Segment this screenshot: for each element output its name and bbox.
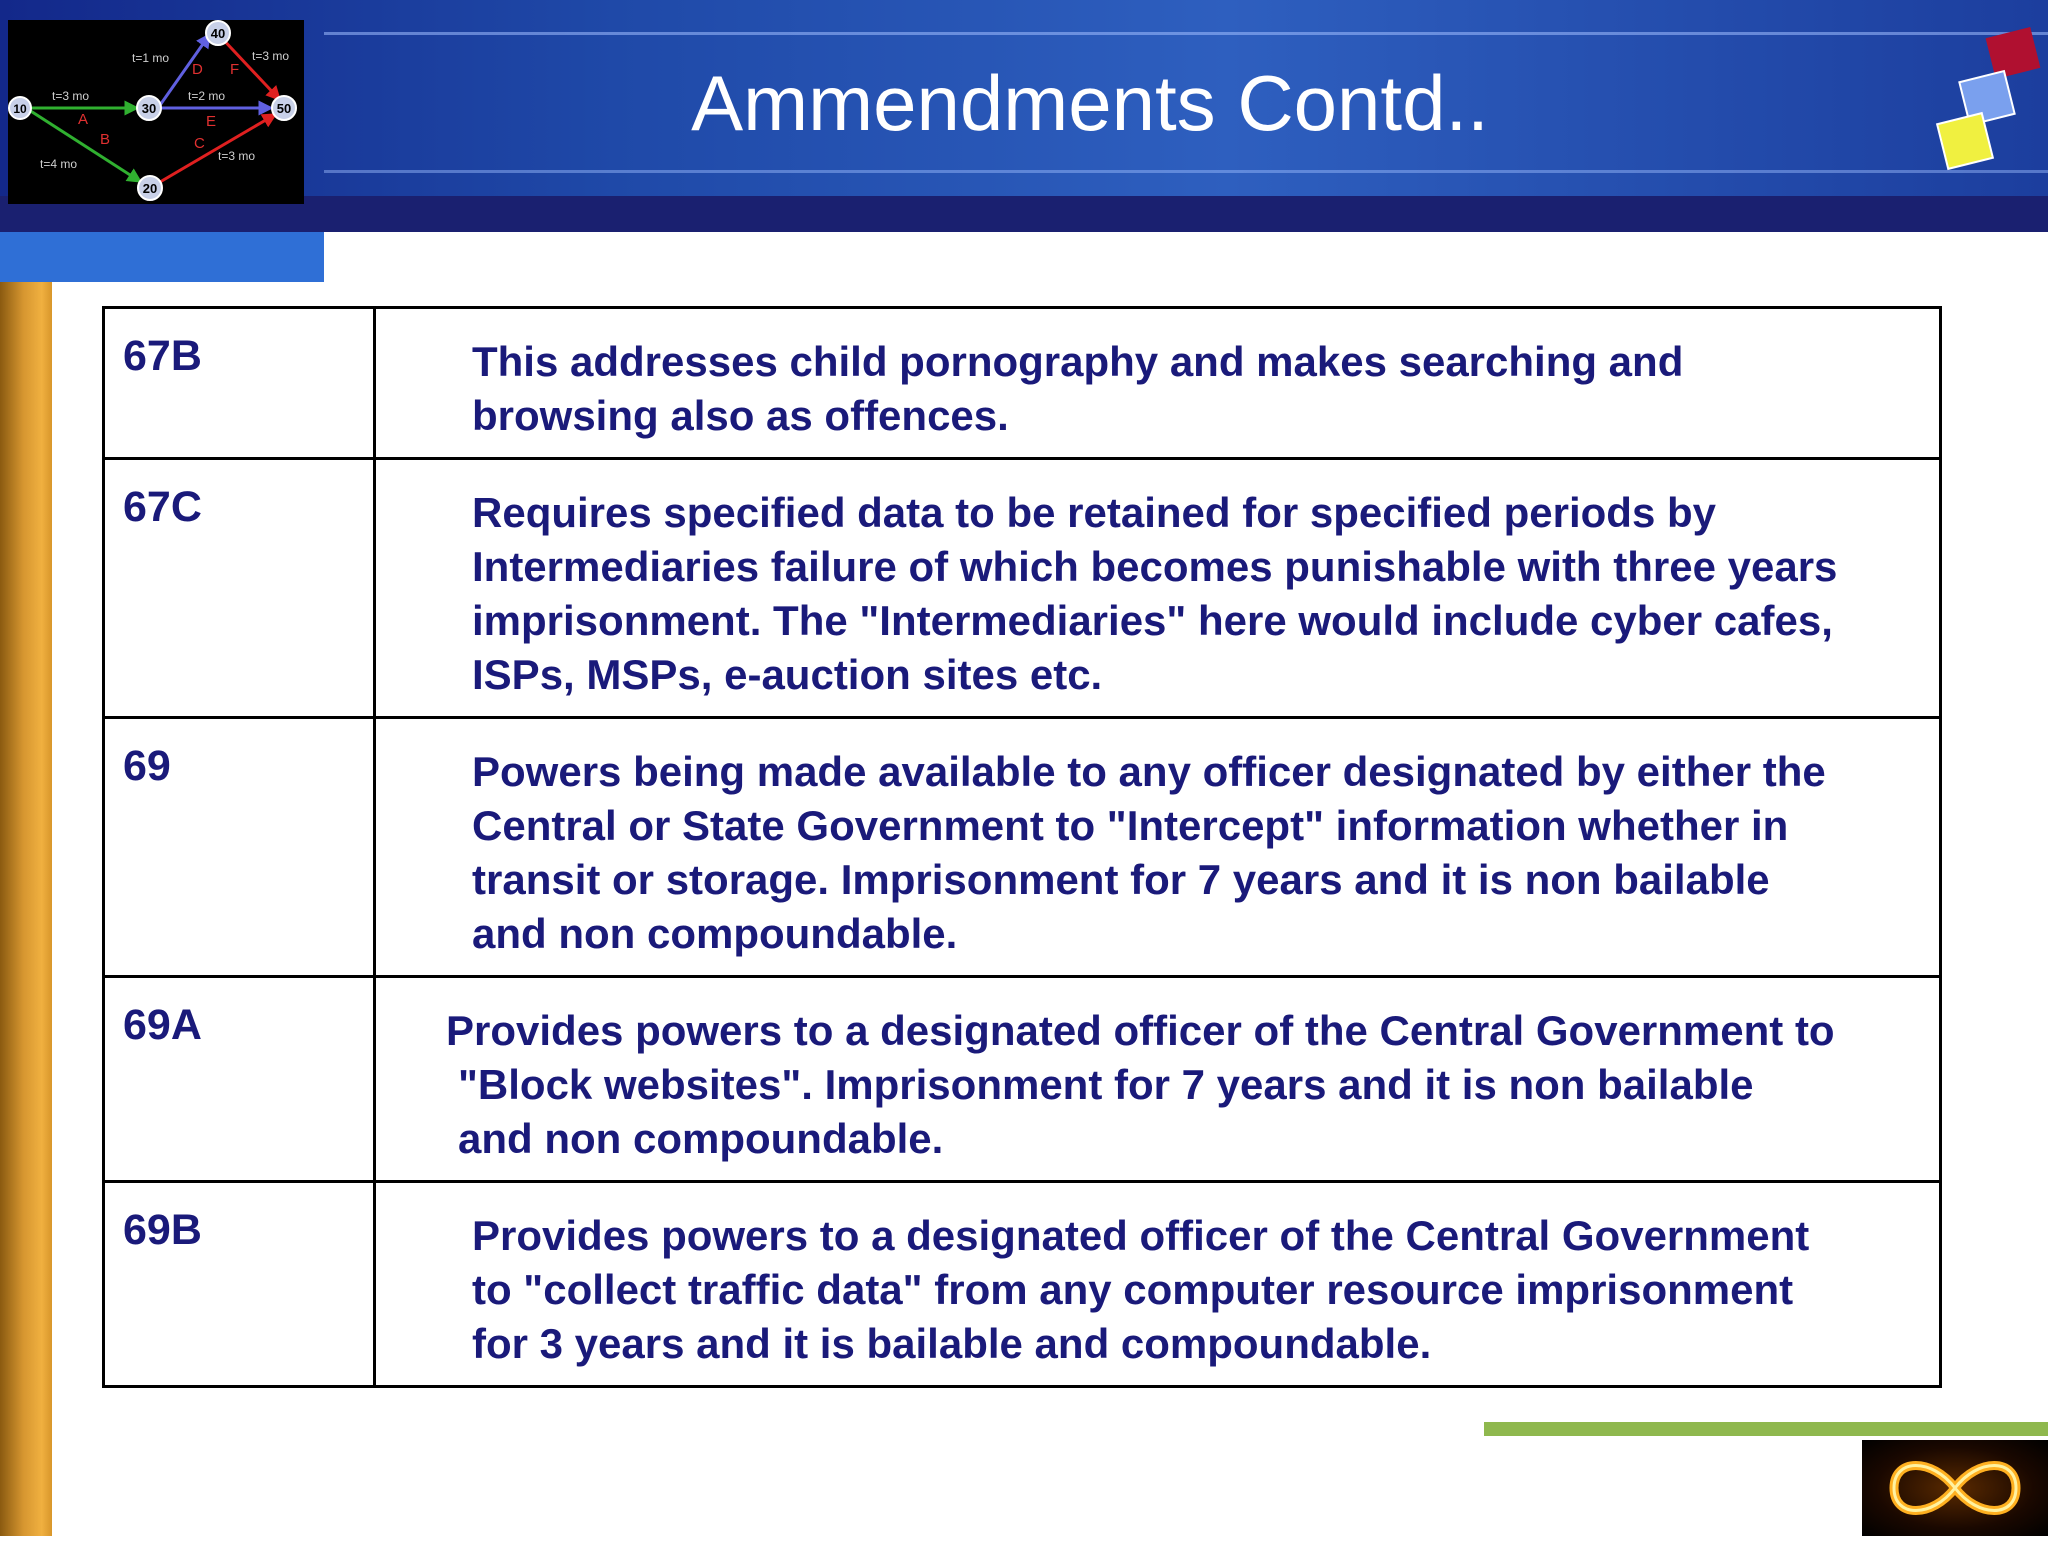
description-line: and non compoundable. <box>472 910 958 957</box>
table-row <box>104 718 1941 977</box>
description-line: Provides powers to a designated officer of the Central Government to <box>446 1007 1835 1054</box>
node-20 <box>138 176 162 200</box>
svg-text:50: 50 <box>276 101 292 116</box>
description-line: Intermediaries failure of which becomes punishable with three years <box>472 543 1838 590</box>
edge-f <box>218 34 280 100</box>
section-code: 67C <box>104 459 375 718</box>
svg-text:40: 40 <box>210 26 226 41</box>
description-line: Requires specified data to be retained for specified periods by <box>472 489 1716 536</box>
description-line: Powers being made available to any officer designated by either the <box>472 748 1826 795</box>
duration-label: t=4 mo <box>40 157 78 171</box>
node-10 <box>9 97 31 119</box>
description-line: "Block websites". Imprisonment for 7 years and it is non bailable <box>458 1061 1754 1108</box>
section-description <box>375 718 1941 977</box>
network-diagram <box>8 20 304 204</box>
duration-label: t=3 mo <box>52 89 90 103</box>
activity-label: F <box>230 61 240 78</box>
infinity-icon <box>1862 1440 2048 1536</box>
section-code: 69A <box>104 977 375 1182</box>
table-row <box>104 459 1941 718</box>
description-line: ISPs, MSPs, e-auction sites etc. <box>472 651 1103 698</box>
table-row <box>104 977 1941 1182</box>
activity-label: D <box>192 61 203 78</box>
page-title: Ammendments Contd.. <box>691 59 1489 147</box>
left-accent-bar <box>0 282 52 1536</box>
description-line: for 3 years and it is bailable and compoundable. <box>472 1320 1432 1367</box>
section-code: 69 <box>104 718 375 977</box>
description-line: Central or State Government to "Intercept" information whether in <box>472 802 1789 849</box>
activity-label: C <box>194 135 205 152</box>
duration-label: t=3 mo <box>252 49 290 63</box>
svg-text:20: 20 <box>142 181 158 196</box>
node-30 <box>137 96 161 120</box>
duration-label: t=1 mo <box>132 51 170 65</box>
table-row <box>104 308 1941 459</box>
network-diagram-logo <box>8 20 304 204</box>
amendments-table <box>102 306 1942 1388</box>
duration-label: t=2 mo <box>188 89 226 103</box>
description-line: to "collect traffic data" from any computer resource imprisonment <box>472 1266 1794 1313</box>
description-line: imprisonment. The "Intermediaries" here would include cyber cafes, <box>472 597 1833 644</box>
activity-label: A <box>78 111 89 128</box>
svg-text:10: 10 <box>13 102 27 116</box>
svg-text:30: 30 <box>141 101 157 116</box>
section-description <box>375 977 1941 1182</box>
duration-label: t=3 mo <box>218 149 256 163</box>
description-line: transit or storage. Imprisonment for 7 years and it is non bailable <box>472 856 1770 903</box>
table-row <box>104 1182 1941 1387</box>
footer-accent-line <box>1484 1422 2048 1436</box>
header-light-strip <box>0 232 324 282</box>
section-code: 69B <box>104 1182 375 1387</box>
description-line: This addresses child pornography and makes searching and <box>472 338 1684 385</box>
infinity-logo <box>1862 1440 2048 1536</box>
section-description <box>375 459 1941 718</box>
decorative-squares-icon <box>1930 24 2048 174</box>
header-highlight-line <box>324 170 2048 173</box>
activity-label: E <box>206 113 217 130</box>
section-description <box>375 308 1941 459</box>
activity-label: B <box>100 131 111 148</box>
section-description <box>375 1182 1941 1387</box>
node-40 <box>206 21 230 45</box>
section-code: 67B <box>104 308 375 459</box>
description-line: Provides powers to a designated officer of the Central Government <box>472 1212 1810 1259</box>
description-line: browsing also as offences. <box>472 392 1009 439</box>
edge-c <box>160 114 276 182</box>
node-50 <box>272 96 296 120</box>
header-highlight-line <box>324 32 2048 35</box>
description-line: and non compoundable. <box>458 1115 944 1162</box>
